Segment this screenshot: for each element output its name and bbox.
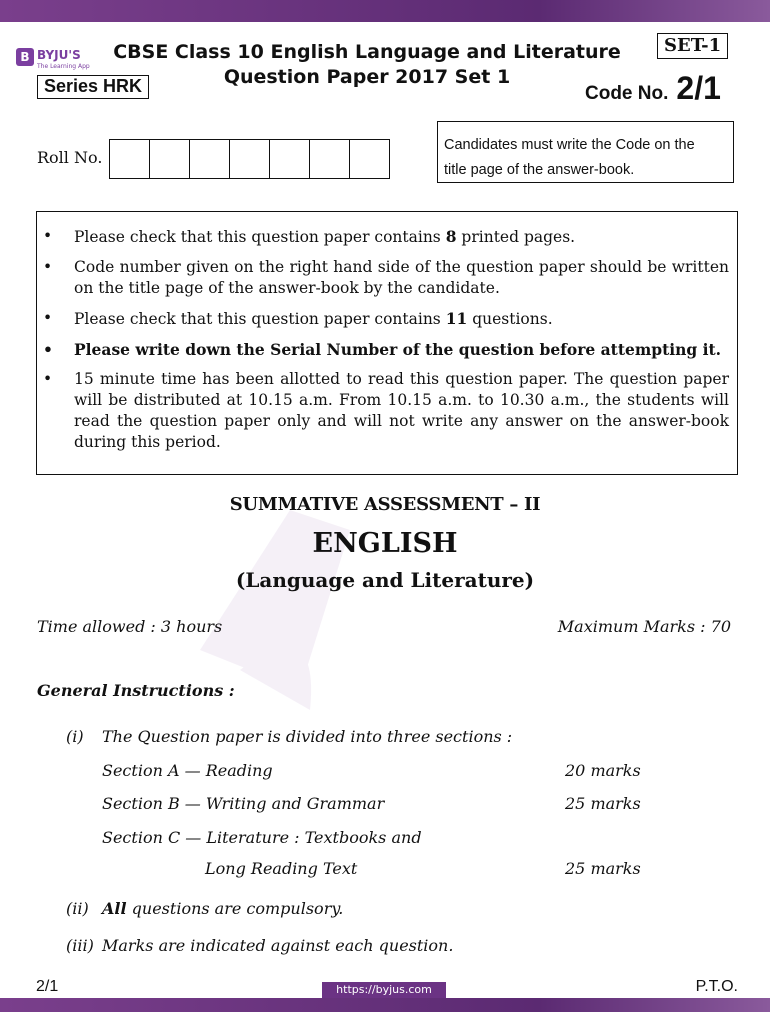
brand-tagline: The Learning App: [37, 63, 90, 70]
brand-name: BYJU'S: [37, 48, 81, 62]
instruction-text: Please check that this question paper contains: [74, 228, 446, 246]
general-item-number: (iii): [66, 936, 94, 955]
code-number: [585, 70, 721, 107]
page-count: 8: [445, 227, 457, 246]
set-badge: SET-1: [657, 33, 728, 59]
roll-number-boxes: [109, 139, 390, 179]
title-line-1: CBSE Class 10 English Language and Literature: [113, 41, 621, 63]
series-badge: Series HRK: [37, 75, 149, 99]
bottom-banner: [0, 998, 770, 1012]
roll-box: [310, 140, 350, 178]
title-line-2: Question Paper 2017 Set 1: [223, 66, 511, 88]
candidate-note-box: [437, 121, 734, 183]
byjus-logo: [16, 44, 90, 70]
pto-label: P.T.O.: [695, 978, 738, 995]
code-label: Code No.: [585, 83, 669, 104]
roll-box: [110, 140, 150, 178]
roll-box: [270, 140, 310, 178]
subject-subtitle: (Language and Literature): [235, 568, 535, 592]
general-item-number: (i): [66, 727, 84, 746]
top-banner: [0, 0, 770, 22]
roll-box: [190, 140, 230, 178]
section-name: Section A — Reading: [102, 761, 273, 780]
instruction-text: printed pages.: [456, 228, 576, 246]
document-title: [92, 40, 642, 90]
general-item-text: The Question paper is divided into three sections :: [102, 727, 513, 746]
instruction-item: • 15 minute time has been allotted to read this question paper. The question paper will be distributed at 10.15 a.m. From 10.15 a.m. to 10.30 a.m., the students will read the question paper only and will not write any answer on the answer-book during this period.: [37, 369, 737, 453]
assessment-title: SUMMATIVE ASSESSMENT – II: [229, 494, 541, 515]
instruction-item: • Please write down the Serial Number of the question before attempting it.: [37, 339, 737, 360]
instruction-item: • Code number given on the right hand side of the question paper should be written on the title page of the answer-book by the candidate.: [37, 257, 737, 299]
page-number: 2/1: [36, 978, 59, 995]
section-marks: 20 marks: [565, 761, 641, 780]
section-marks: 25 marks: [565, 794, 641, 813]
roll-box: [230, 140, 270, 178]
website-link[interactable]: https://byjus.com: [322, 982, 446, 998]
question-count: 11: [445, 309, 468, 328]
instructions-box: [36, 211, 738, 475]
byjus-logo-icon: B: [16, 48, 34, 66]
general-item-number: (ii): [66, 899, 89, 918]
section-name: Section C — Literature : Textbooks and: [102, 828, 422, 847]
general-item-rest: questions are compulsory.: [126, 899, 344, 918]
general-instructions-heading: General Instructions :: [37, 681, 235, 700]
general-item-text: [102, 899, 343, 918]
time-allowed: Time allowed : 3 hours: [37, 617, 223, 636]
instruction-text: Please check that this question paper contains: [74, 310, 446, 328]
candidate-note-line-1: Candidates must write the Code on the: [444, 137, 695, 153]
roll-number-label: Roll No.: [37, 148, 103, 167]
emphasis-all: All: [102, 899, 127, 918]
instructions-list: [37, 226, 737, 462]
instruction-text: questions.: [467, 310, 553, 328]
roll-box: [350, 140, 389, 178]
instruction-item: [37, 308, 737, 330]
section-name: Section B — Writing and Grammar: [102, 794, 385, 813]
roll-box: [150, 140, 190, 178]
section-marks: 25 marks: [565, 859, 641, 878]
maximum-marks: Maximum Marks : 70: [557, 617, 731, 636]
subject-title: ENGLISH: [312, 528, 458, 559]
candidate-note-line-2: title page of the answer-book.: [444, 162, 635, 178]
code-value: 2/1: [676, 70, 721, 106]
section-name: Long Reading Text: [205, 859, 358, 878]
instruction-item: [37, 226, 737, 248]
general-item-text: Marks are indicated against each question.: [102, 936, 454, 955]
